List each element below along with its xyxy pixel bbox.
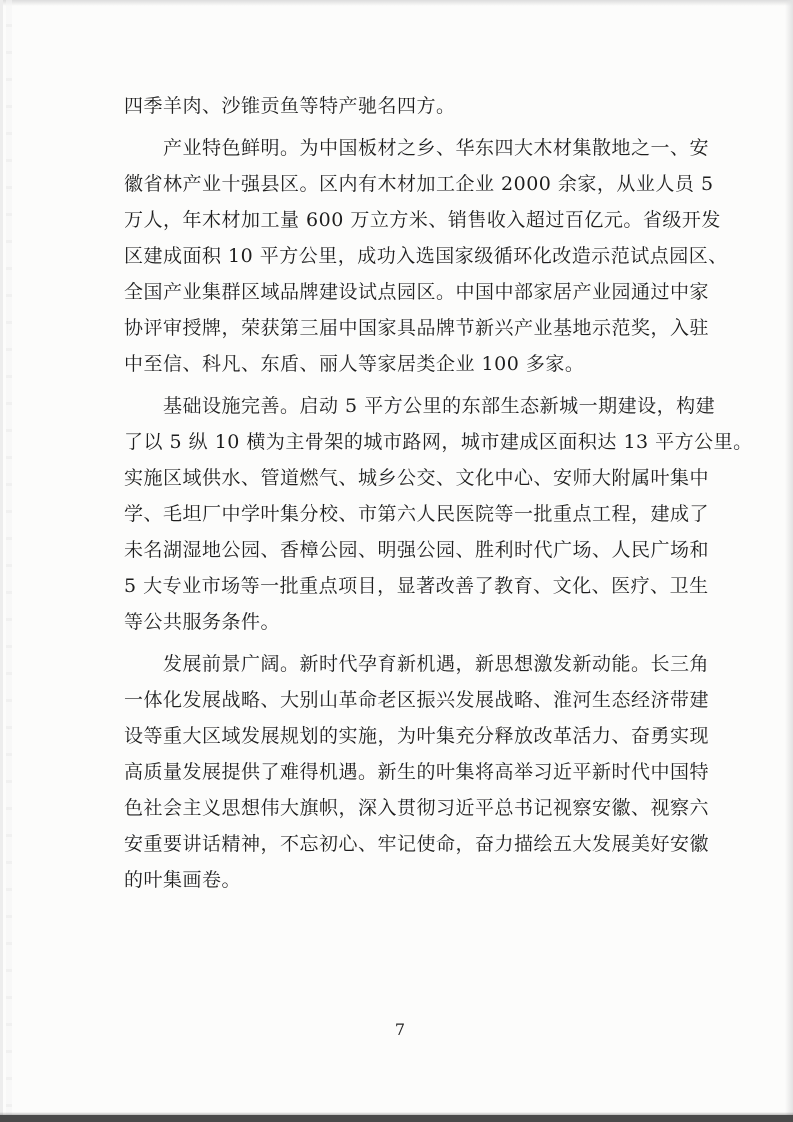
paragraph-outlook xyxy=(124,646,710,898)
text-line: 实施区域供水、管道燃气、城乡公交、文化中心、安师大附属叶集中 xyxy=(124,467,710,489)
text-line: 高质量发展提供了难得机遇。新生的叶集将高举习近平新时代中国特 xyxy=(124,761,710,783)
text-line: 一体化发展战略、大别山革命老区振兴发展战略、淮河生态经济带建 xyxy=(124,689,710,711)
scan-edge-left xyxy=(0,0,3,1122)
paragraph-specialties xyxy=(124,88,690,124)
text-line: 未名湖湿地公园、香樟公园、明强公园、胜利时代广场、人民广场和 xyxy=(124,539,710,561)
scan-edge-bottom xyxy=(0,1115,793,1122)
paragraph-infrastructure xyxy=(124,388,753,640)
text-line: 区建成面积 10 平方公里，成功入选国家级循环化改造示范试点园区、 xyxy=(124,245,728,267)
text-line: 全国产业集群区域品牌建设试点园区。中国中部家居产业园通过中家 xyxy=(124,281,710,303)
text-line: 5 大专业市场等一批重点项目，显著改善了教育、文化、医疗、卫生 xyxy=(124,575,709,597)
text-line: 色社会主义思想伟大旗帜，深入贯彻习近平总书记视察安徽、视察六 xyxy=(124,797,710,819)
text-line: 安重要讲话精神，不忘初心、牢记使命，奋力描绘五大发展美好安徽 xyxy=(124,833,710,855)
body-text xyxy=(124,88,753,904)
text-line: 学、毛坦厂中学叶集分校、市第六人民医院等一批重点工程，建成了 xyxy=(124,503,710,525)
binding-margin xyxy=(6,0,12,1122)
paragraph-industry xyxy=(124,130,728,382)
scan-edge-top xyxy=(0,0,793,6)
text-line: 万人，年木材加工量 600 万立方米、销售收入超过百亿元。省级开发 xyxy=(124,209,721,231)
text-line: 发展前景广阔。新时代孕育新机遇，新思想激发新动能。长三角 xyxy=(124,653,710,675)
text-line: 产业特色鲜明。为中国板材之乡、华东四大木材集散地之一、安 xyxy=(124,137,710,159)
scan-edge-right xyxy=(785,0,793,1122)
text-line: 等公共服务条件。 xyxy=(124,611,281,633)
page-number: 7 xyxy=(394,1020,406,1039)
text-line: 徽省林产业十强县区。区内有木材加工企业 2000 余家，从业人员 5 xyxy=(124,173,714,195)
text-line: 了以 5 纵 10 横为主骨架的城市路网，城市建成区面积达 13 平方公里。 xyxy=(124,431,753,453)
text-line: 中至信、科凡、东盾、丽人等家居类企业 100 多家。 xyxy=(124,353,585,375)
text-line: 协评审授牌，荣获第三届中国家具品牌节新兴产业基地示范奖，入驻 xyxy=(124,317,710,339)
text-line: 的叶集画卷。 xyxy=(124,869,242,891)
text-line: 四季羊肉、沙锥贡鱼等特产驰名四方。 xyxy=(124,95,456,117)
text-line: 设等重大区域发展规划的实施，为叶集充分释放改革活力、奋勇实现 xyxy=(124,725,710,747)
text-line: 基础设施完善。启动 5 平方公里的东部生态新城一期建设，构建 xyxy=(124,395,716,417)
